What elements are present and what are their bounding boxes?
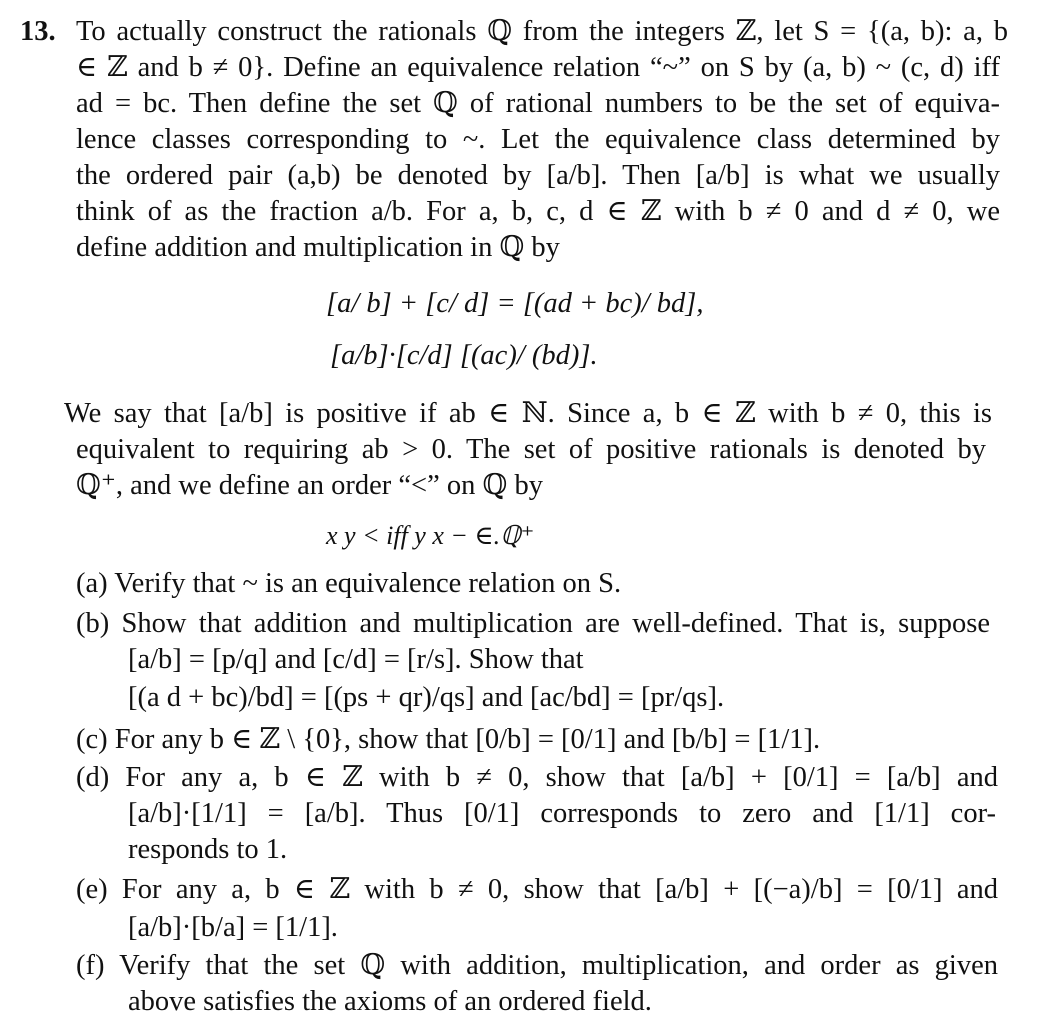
part-b-line-3: [(a d + bc)/bd] = [(ps + qr)/qs] and [ac/bd] = [pr/qs]. [128, 682, 725, 713]
part-b-line-2: [a/b] = [p/q] and [c/d] = [r/s]. Show that [128, 644, 584, 675]
intro-line-6: think of as the fraction a/b. For a, b, c, d ∈ ℤ with b ≠ 0 and d ≠ 0, we [76, 196, 1000, 227]
intro-line-2: ∈ ℤ and b ≠ 0}. Define an equivalence relation “~” on S by (a, b) ~ (c, d) iff [76, 52, 1000, 83]
positive-line-2: equivalent to requiring ab > 0. The set of positive rationals is denoted by [76, 434, 986, 465]
part-c: (c) For any b ∈ ℤ \ {0}, show that [0/b] = [0/1] and [b/b] = [1/1]. [76, 724, 821, 755]
part-e-line-2: [a/b]·[b/a] = [1/1]. [128, 912, 338, 943]
part-b-line-1: (b) Show that addition and multiplication are well-defined. That is, suppose [76, 608, 990, 639]
part-d-line-3: responds to 1. [128, 834, 288, 865]
part-f-line-1: (f) Verify that the set ℚ with addition, multiplication, and order as given [76, 950, 998, 981]
problem-number: 13. [20, 16, 56, 47]
equation-multiplication: [a/b]·[c/d] [(ac)/ (bd)]. [330, 340, 598, 371]
intro-line-3: ad = bc. Then define the set ℚ of rational numbers to be the set of equiva- [76, 88, 1000, 119]
intro-line-7: define addition and multiplication in ℚ by [76, 232, 560, 263]
intro-line-1: To actually construct the rationals ℚ from the integers ℤ, let S = {(a, b): a, b [76, 16, 1008, 47]
part-e-line-1: (e) For any a, b ∈ ℤ with b ≠ 0, show that [a/b] + [(−a)/b] = [0/1] and [76, 874, 998, 905]
part-f-line-2: above satisfies the axioms of an ordered field. [128, 986, 652, 1017]
positive-line-1: We say that [a/b] is positive if ab ∈ ℕ. Since a, b ∈ ℤ with b ≠ 0, this is [64, 398, 992, 429]
positive-line-3: ℚ⁺, and we define an order “<” on ℚ by [76, 470, 543, 501]
equation-order: x y < iff y x − ∈.ℚ⁺ [326, 521, 535, 550]
intro-line-4: lence classes corresponding to ~. Let the equivalence class determined by [76, 124, 1000, 155]
part-a: (a) Verify that ~ is an equivalence relation on S. [76, 568, 622, 599]
part-d-line-2: [a/b]·[1/1] = [a/b]. Thus [0/1] corresponds to zero and [1/1] cor- [128, 798, 996, 829]
intro-line-5: the ordered pair (a,b) be denoted by [a/b]. Then [a/b] is what we usually [76, 160, 1000, 191]
part-d-line-1: (d) For any a, b ∈ ℤ with b ≠ 0, show that [a/b] + [0/1] = [a/b] and [76, 762, 998, 793]
equation-addition: [a/ b] + [c/ d] = [(ad + bc)/ bd], [326, 288, 704, 319]
